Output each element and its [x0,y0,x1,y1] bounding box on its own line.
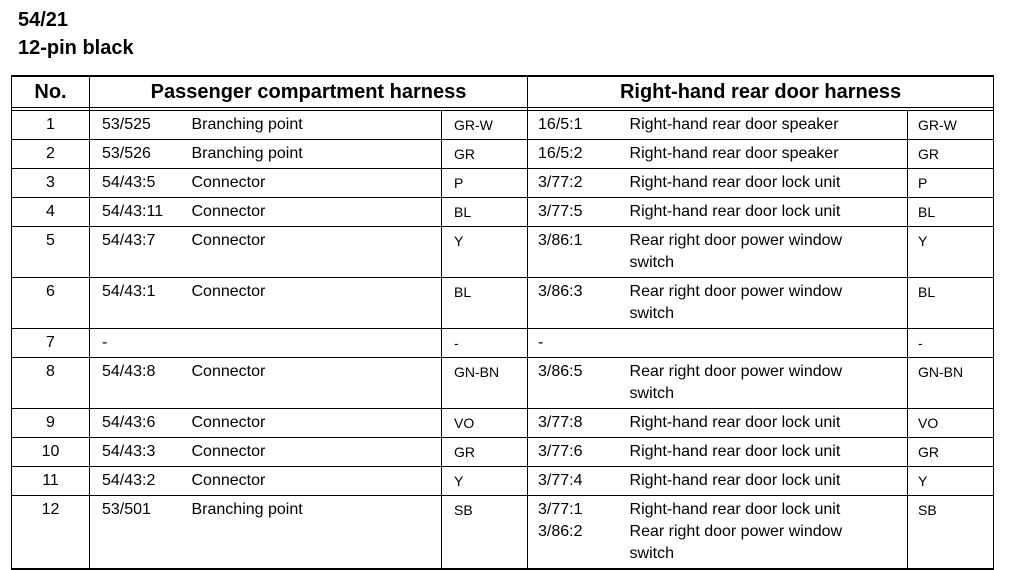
rear-door-harness-description-line: switch [629,385,674,402]
rear-door-harness-code [528,409,630,438]
table-row [12,409,994,438]
rear-door-harness-wire-color: GR [908,140,994,169]
rear-door-harness-description-line: Right-hand rear door lock unit [629,174,841,191]
rear-door-harness-code [528,329,630,358]
rear-door-harness-description-line: Rear right door power window [629,283,843,300]
rear-door-harness-description [630,329,908,358]
rear-door-harness-code [528,438,630,467]
table-row [12,438,994,467]
table-header-row [12,76,994,108]
passenger-harness-wire-color: GR [442,438,528,467]
rear-door-harness-code [528,278,630,329]
passenger-harness-code: 54/43:3 [90,438,192,467]
pin-number: 8 [12,358,90,409]
rear-door-harness-description-line: Right-hand rear door lock unit [629,501,841,518]
table-row [12,467,994,496]
rear-door-harness-wire-color: - [908,329,994,358]
passenger-harness-wire-color: GN-BN [442,358,528,409]
passenger-harness-wire-color: - [442,329,528,358]
table-row [12,358,994,409]
rear-door-harness-wire-color: GR [908,438,994,467]
pin-number: 4 [12,198,90,227]
rear-door-harness-description [630,140,908,169]
connector-description: 12-pin black [18,37,134,59]
passenger-harness-code: 54/43:1 [90,278,192,329]
rear-door-harness-code [528,358,630,409]
pin-number: 2 [12,140,90,169]
rear-door-harness-description [630,227,908,278]
rear-door-harness-code [528,198,630,227]
pin-assignment-table [11,75,994,570]
rear-door-harness-code-line: 3/86:3 [538,283,583,300]
table-row [12,169,994,198]
rear-door-harness-description-line: switch [629,305,674,322]
pin-number: 1 [12,111,90,140]
passenger-harness-description: Connector [192,198,442,227]
rear-door-harness-code [528,496,630,570]
passenger-harness-wire-color: GR [442,140,528,169]
rear-door-harness-wire-color: SB [908,496,994,570]
rear-door-harness-wire-color: GR-W [908,111,994,140]
rear-door-harness-description-line: Right-hand rear door speaker [629,116,839,133]
passenger-harness-code: 54/43:5 [90,169,192,198]
rear-door-harness-code-line: 3/77:1 [538,501,583,518]
connector-title [18,6,134,62]
table-row [12,111,994,140]
rear-door-harness-code [528,169,630,198]
rear-door-harness-wire-color: BL [908,278,994,329]
pin-number: 10 [12,438,90,467]
passenger-harness-wire-color: GR-W [442,111,528,140]
rear-door-harness-description [630,467,908,496]
pin-number: 6 [12,278,90,329]
passenger-harness-wire-color: BL [442,198,528,227]
pin-number: 5 [12,227,90,278]
connector-code: 54/21 [18,9,69,31]
rear-door-harness-code-line: 3/86:1 [538,232,583,249]
rear-door-harness-description [630,438,908,467]
column-header-passenger-harness: Passenger compartment harness [90,76,528,108]
rear-door-harness-wire-color: GN-BN [908,358,994,409]
table-row [12,496,994,570]
passenger-harness-code: 54/43:11 [90,198,192,227]
table-row [12,329,994,358]
rear-door-harness-code-line: 3/86:5 [538,363,583,380]
passenger-harness-wire-color: Y [442,227,528,278]
passenger-harness-wire-color: Y [442,467,528,496]
rear-door-harness-description-line: Rear right door power window [629,523,843,540]
rear-door-harness-code-line: 3/77:2 [538,174,583,191]
rear-door-harness-description-line: Rear right door power window [629,363,843,380]
passenger-harness-code: - [90,329,192,358]
rear-door-harness-description-line: Right-hand rear door lock unit [629,472,841,489]
passenger-harness-code: 54/43:7 [90,227,192,278]
passenger-harness-description: Connector [192,169,442,198]
rear-door-harness-code-line: 16/5:1 [538,116,583,133]
passenger-harness-code: 54/43:8 [90,358,192,409]
table-row [12,198,994,227]
rear-door-harness-description-line: switch [629,254,674,271]
rear-door-harness-code [528,111,630,140]
table-row [12,227,994,278]
rear-door-harness-description-line: switch [629,545,674,562]
table-body [12,111,994,570]
rear-door-harness-description [630,496,908,570]
rear-door-harness-code [528,140,630,169]
rear-door-harness-code [528,467,630,496]
passenger-harness-description: Branching point [192,496,442,570]
rear-door-harness-description-line: Rear right door power window [629,232,843,249]
pin-number: 3 [12,169,90,198]
table-row [12,140,994,169]
passenger-harness-wire-color: VO [442,409,528,438]
passenger-harness-wire-color: P [442,169,528,198]
rear-door-harness-description-line: Right-hand rear door lock unit [629,443,841,460]
rear-door-harness-code-line: 3/77:4 [538,472,583,489]
rear-door-harness-description [630,278,908,329]
passenger-harness-description: Connector [192,358,442,409]
passenger-harness-description: Connector [192,438,442,467]
rear-door-harness-wire-color: P [908,169,994,198]
rear-door-harness-description [630,111,908,140]
rear-door-harness-code-line: 3/77:6 [538,443,583,460]
pin-number: 9 [12,409,90,438]
passenger-harness-wire-color: BL [442,278,528,329]
passenger-harness-code: 53/501 [90,496,192,570]
passenger-harness-description: Branching point [192,111,442,140]
rear-door-harness-code [528,227,630,278]
rear-door-harness-code-line: 16/5:2 [538,145,583,162]
passenger-harness-code: 53/525 [90,111,192,140]
rear-door-harness-description [630,358,908,409]
rear-door-harness-wire-color: VO [908,409,994,438]
passenger-harness-code: 53/526 [90,140,192,169]
passenger-harness-wire-color: SB [442,496,528,570]
rear-door-harness-wire-color: Y [908,467,994,496]
rear-door-harness-description-line: Right-hand rear door lock unit [629,414,841,431]
rear-door-harness-description [630,198,908,227]
rear-door-harness-wire-color: BL [908,198,994,227]
pin-number: 11 [12,467,90,496]
pin-number: 12 [12,496,90,570]
rear-door-harness-code-line: 3/77:5 [538,203,583,220]
pin-number: 7 [12,329,90,358]
column-header-rear-door-harness: Right-hand rear door harness [528,76,994,108]
passenger-harness-code: 54/43:6 [90,409,192,438]
rear-door-harness-code-line: 3/77:8 [538,414,583,431]
passenger-harness-code: 54/43:2 [90,467,192,496]
table-row [12,278,994,329]
rear-door-harness-code-line: 3/86:2 [538,523,583,540]
rear-door-harness-description-line: Right-hand rear door speaker [629,145,839,162]
passenger-harness-description: Connector [192,409,442,438]
rear-door-harness-description [630,409,908,438]
passenger-harness-description: Connector [192,227,442,278]
passenger-harness-description: Connector [192,278,442,329]
rear-door-harness-description-line: Right-hand rear door lock unit [629,203,841,220]
passenger-harness-description: Connector [192,467,442,496]
rear-door-harness-description [630,169,908,198]
column-header-no: No. [12,76,90,108]
passenger-harness-description: Branching point [192,140,442,169]
passenger-harness-description [192,329,442,358]
rear-door-harness-wire-color: Y [908,227,994,278]
rear-door-harness-code-line: - [538,334,544,351]
